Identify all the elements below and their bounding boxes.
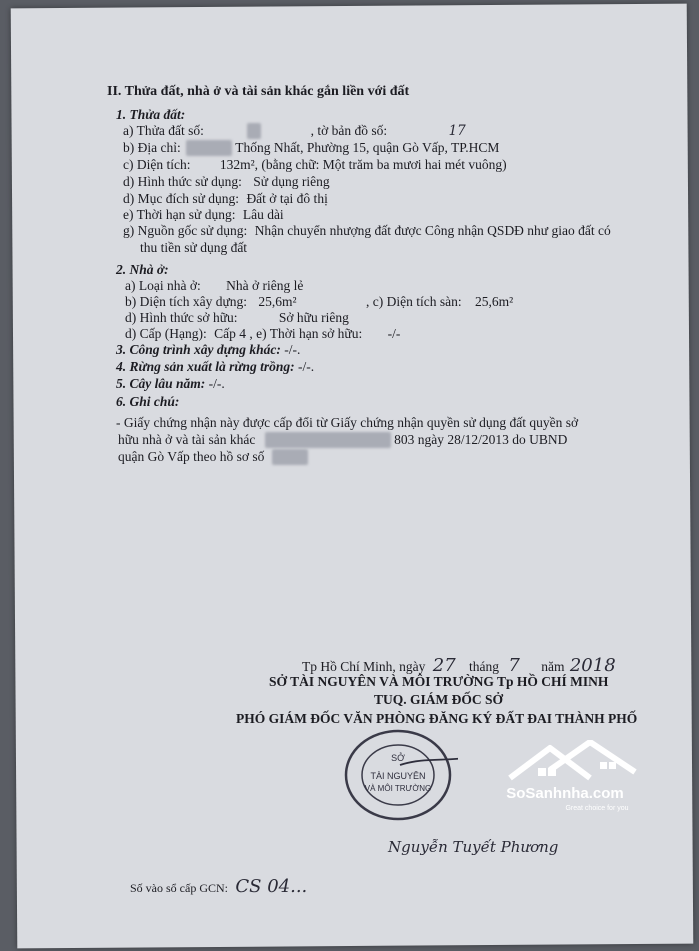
cert-number-label: Số vào sổ cấp GCN: [130, 881, 228, 895]
use-form-value: Sử dụng riêng [253, 174, 330, 189]
parcel-row [123, 123, 466, 139]
grade-label: d) Cấp (Hạng): [125, 326, 207, 341]
build-area-label: b) Diện tích xây dựng: [125, 294, 248, 309]
grade-value: Cấp 4 [214, 326, 246, 341]
stamp-text-1: SỞ [391, 753, 405, 763]
notes-line-3 [118, 449, 308, 465]
house-heading: 2. Nhà ở: [116, 262, 169, 277]
use-form-row [123, 174, 330, 190]
other-works-value: -/-. [284, 342, 301, 357]
floor-area-label: , c) Diện tích sàn: [365, 294, 462, 309]
notes-line-2 [118, 432, 567, 448]
house-type-value: Nhà ở riêng lẻ [226, 278, 304, 293]
map-sheet-value: 17 [448, 123, 466, 139]
stamp-text-3: VÀ MÔI TRƯỜNG [364, 784, 432, 793]
notes-line-2a: hữu nhà ở và tài sản khác [118, 432, 256, 447]
area-row [123, 157, 507, 173]
ownership-row [125, 310, 349, 326]
notes-line-3-text: quận Gò Vấp theo hồ sơ số [118, 449, 265, 464]
term-value: Lâu dài [242, 207, 284, 222]
address-value: Thống Nhất, Phường 15, quận Gò Vấp, TP.HCM [235, 140, 500, 155]
forest-value: -/-. [297, 359, 315, 374]
signer-name: Nguyễn Tuyết Phương [388, 838, 559, 856]
ownership-label: d) Hình thức sở hữu: [125, 310, 238, 325]
date-month: 7 [508, 655, 520, 676]
logo-tagline: Great choice for you [565, 805, 629, 812]
area-label: c) Diện tích: [123, 157, 191, 172]
map-sheet-label: , tờ bản đồ số: [310, 123, 388, 138]
notes-line-1: - Giấy chứng nhận này được cấp đổi từ Giấy chứng nhận quyền sử dụng đất quyền sở [116, 415, 579, 430]
origin-value-1: Nhận chuyển nhượng đất được Công nhận QSDĐ như giao đất có [254, 223, 611, 238]
date-month-label: tháng [469, 659, 500, 674]
official-stamp [340, 725, 458, 825]
signature-dept: SỞ TÀI NGUYÊN VÀ MÔI TRƯỜNG Tp HỒ CHÍ MINH [269, 674, 609, 689]
date-prefix: Tp Hồ Chí Minh, ngày [302, 659, 426, 674]
house-type-label: a) Loại nhà ở: [125, 278, 201, 293]
purpose-label: d) Mục đích sử dụng: [123, 191, 240, 206]
date-year-label: năm [541, 659, 565, 674]
trees-row [116, 376, 225, 392]
grade-row [125, 326, 400, 342]
logo-brand: SoSanhnha.com [506, 785, 624, 802]
term-label: e) Thời hạn sử dụng: [123, 207, 236, 222]
redacted-parcel-number [247, 123, 261, 139]
trees-heading: 5. Cây lâu năm: [116, 376, 206, 391]
cert-number-row [130, 876, 307, 897]
build-area-value: 25,6m² [258, 294, 297, 309]
address-row [123, 140, 499, 156]
stamp-text-2: TÀI NGUYÊN [370, 771, 426, 781]
signature-on-behalf: TUQ. GIÁM ĐỐC SỞ [374, 692, 504, 707]
signature-title: PHÓ GIÁM ĐỐC VĂN PHÒNG ĐĂNG KÝ ĐẤT ĐAI THÀNH PHỐ [236, 711, 638, 726]
area-value: 132m², (bằng chữ: Một trăm ba mươi hai mét vuông) [219, 157, 507, 172]
notes-line-2b: 803 ngày 28/12/2013 do UBND [394, 432, 568, 447]
trees-value: -/-. [208, 376, 225, 391]
build-area-row [125, 294, 513, 310]
purpose-row [123, 191, 328, 207]
term-row [123, 207, 284, 223]
redacted-certificate-ref [265, 432, 391, 448]
forest-row [116, 359, 314, 375]
date-day: 27 [432, 655, 456, 676]
own-term-value: -/- [387, 326, 401, 341]
house-type-row [125, 278, 303, 294]
origin-value-2: thu tiền sử dụng đất [140, 240, 248, 255]
floor-area-value: 25,6m² [474, 294, 514, 309]
origin-label: g) Nguồn gốc sử dụng: [123, 223, 248, 238]
address-label: b) Địa chỉ: [123, 140, 181, 155]
cert-number-value: CS 04... [235, 876, 308, 897]
other-works-row [116, 342, 300, 358]
sosanhnha-logo [490, 740, 640, 816]
parcel-label: a) Thửa đất số: [123, 123, 204, 138]
own-term-label: , e) Thời hạn sở hữu: [249, 326, 363, 341]
ownership-value: Sở hữu riêng [278, 310, 349, 325]
redacted-house-number [186, 140, 232, 156]
other-works-heading: 3. Công trình xây dựng khác: [116, 342, 281, 357]
section-title: II. Thửa đất, nhà ở và tài sản khác gắn liền với đất [107, 84, 410, 99]
signature-date [302, 655, 616, 676]
purpose-value: Đất ở tại đô thị [246, 191, 328, 206]
notes-heading: 6. Ghi chú: [116, 394, 180, 409]
redacted-file-number [272, 449, 308, 465]
date-year: 2018 [569, 655, 616, 676]
origin-row [123, 223, 611, 239]
use-form-label: d) Hình thức sử dụng: [123, 174, 242, 189]
forest-heading: 4. Rừng sản xuất là rừng trồng: [116, 359, 295, 374]
land-heading: 1. Thửa đất: [116, 107, 186, 122]
